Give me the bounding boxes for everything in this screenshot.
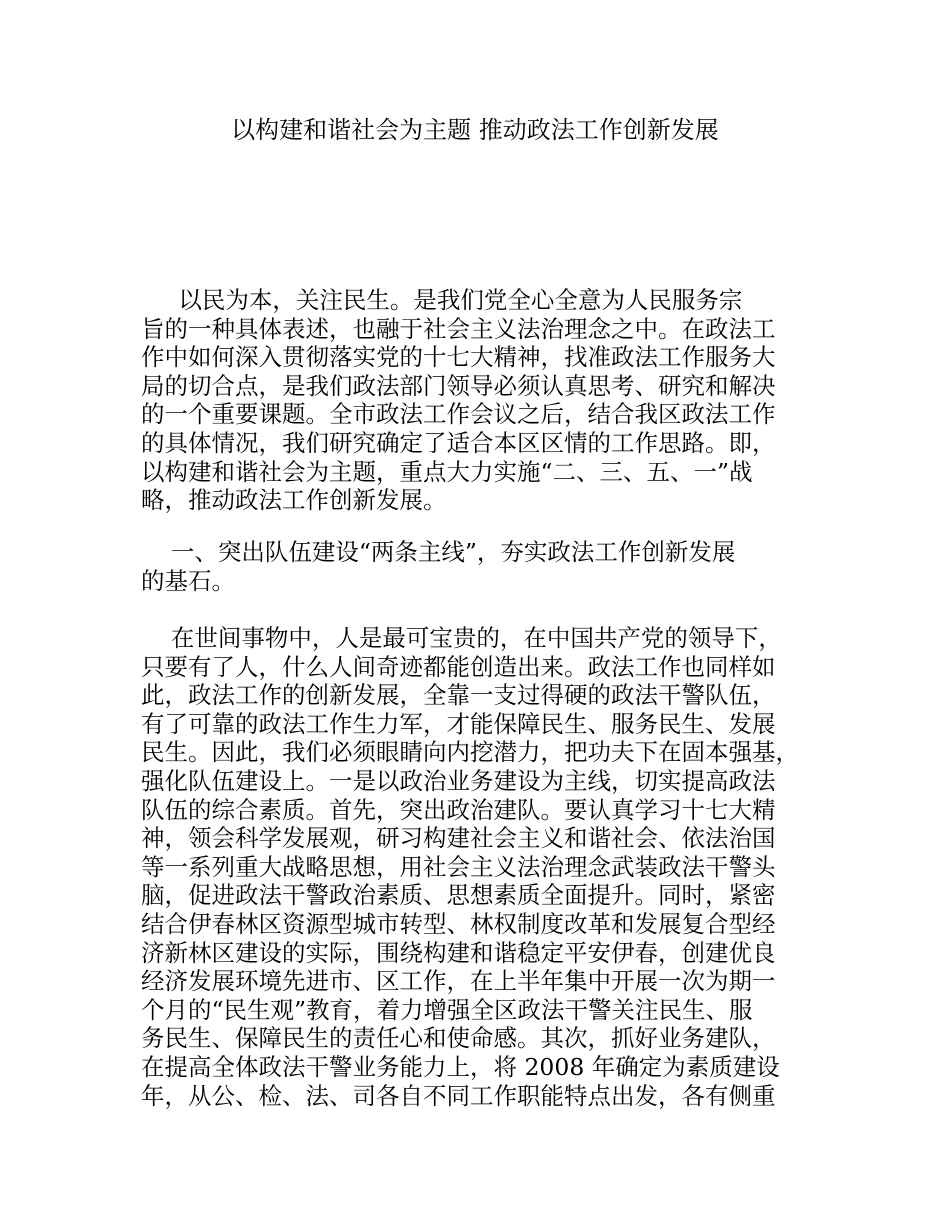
paragraph-line: 一、突出队伍建设“两条主线”，夯实政法工作创新发展: [141, 538, 736, 566]
paragraph-line: 作中如何深入贯彻落实党的十七大精神，找准政法工作服务大: [141, 343, 776, 372]
paragraph-line: 以民为本，关注民生。是我们党全心全意为人民服务宗: [141, 286, 743, 314]
paragraph-line: 务民生、保障民生的责任心和使命感。其次，抓好业务建队，: [141, 1024, 776, 1053]
paragraph-line: 等一系列重大战略思想，用社会主义法治理念武装政法干警头: [141, 852, 776, 881]
paragraph-line: 局的切合点，是我们政法部门领导必须认真思考、研究和解决: [141, 371, 776, 400]
paragraph-1: [141, 286, 823, 515]
paragraph-line: 民生。因此，我们必须眼睛向内挖潜力，把功夫下在固本强基，: [141, 738, 799, 767]
paragraph-line: 在提高全体政法干警业务能力上，将 2008 年确定为素质建设: [141, 1052, 780, 1081]
paragraph-line: 结合伊春林区资源型城市转型、林权制度改革和发展复合型经: [141, 909, 776, 938]
paragraph-3: [141, 624, 823, 1110]
paragraph-line: 年，从公、检、法、司各自不同工作职能特点出发，各有侧重: [141, 1081, 776, 1110]
paragraph-line: 旨的一种具体表述，也融于社会主义法治理念之中。在政法工: [141, 314, 776, 343]
paragraph-line: 以构建和谐社会为主题，重点大力实施“二、三、五、一”战: [141, 457, 753, 486]
paragraph-line: 队伍的综合素质。首先，突出政治建队。要认真学习十七大精: [141, 795, 776, 824]
paragraph-line: 脑，促进政法干警政治素质、思想素质全面提升。同时，紧密: [141, 881, 776, 910]
document-title: 以构建和谐社会为主题 推动政法工作创新发展: [231, 116, 719, 144]
paragraph-line: 的一个重要课题。全市政法工作会议之后，结合我区政法工作: [141, 400, 776, 429]
paragraph-line: 神，领会科学发展观，研习构建社会主义和谐社会、依法治国: [141, 824, 776, 853]
paragraph-line: 个月的“民生观”教育，着力增强全区政法干警关注民生、服: [141, 995, 753, 1024]
paragraph-line: 强化队伍建设上。一是以政治业务建设为主线，切实提高政法: [141, 766, 776, 795]
paragraph-line: 在世间事物中，人是最可宝贵的，在中国共产党的领导下，: [141, 624, 782, 652]
paragraph-2: [141, 538, 823, 595]
paragraph-line: 济新林区建设的实际，围绕构建和谐稳定平安伊春，创建优良: [141, 938, 776, 967]
paragraph-line: 经济发展环境先进市、区工作，在上半年集中开展一次为期一: [141, 967, 776, 996]
paragraph-line: 略，推动政法工作创新发展。: [141, 486, 447, 515]
paragraph-line: 只要有了人，什么人间奇迹都能创造出来。政法工作也同样如: [141, 652, 776, 681]
paragraph-line: 的具体情况，我们研究确定了适合本区区情的工作思路。即，: [141, 428, 776, 457]
paragraph-line: 的基石。: [141, 566, 235, 595]
paragraph-line: 此，政法工作的创新发展，全靠一支过得硬的政法干警队伍，: [141, 681, 776, 710]
paragraph-line: 有了可靠的政法工作生力军，才能保障民生、服务民生、发展: [141, 709, 776, 738]
